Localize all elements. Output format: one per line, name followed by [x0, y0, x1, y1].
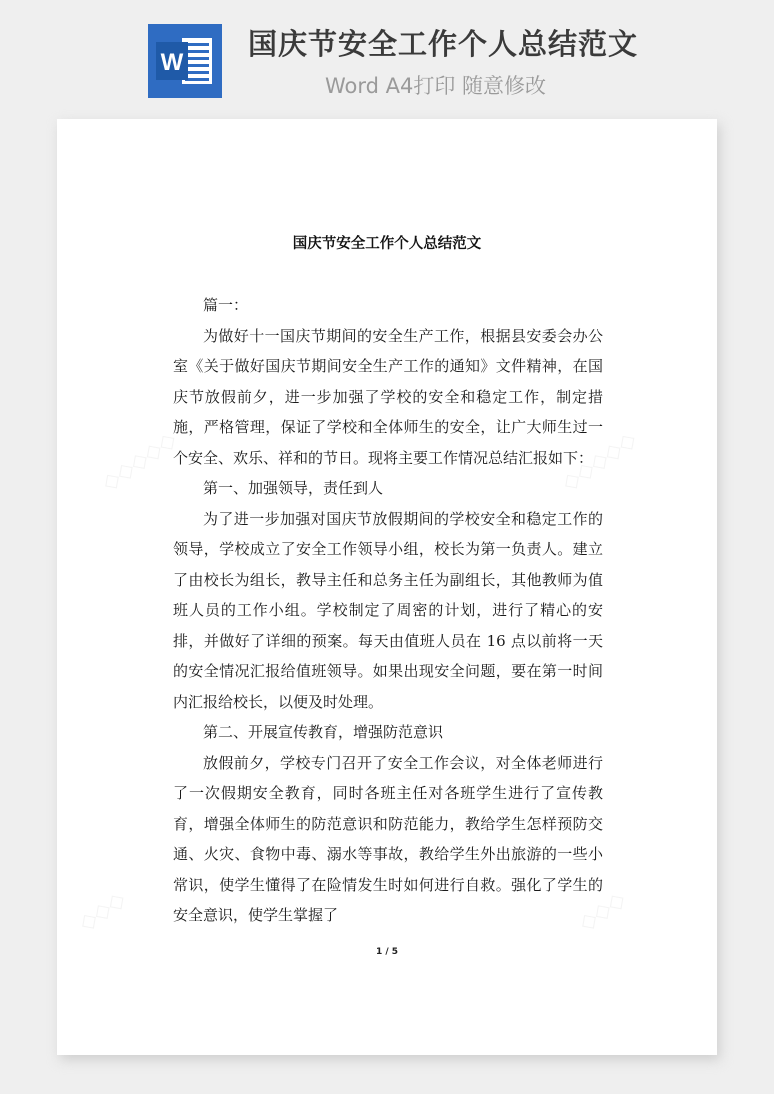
section-heading: 第二、开展宣传教育，增强防范意识: [203, 723, 444, 741]
word-icon: [148, 24, 222, 98]
section-heading: 第一、加强领导，责任到人: [203, 479, 384, 497]
svg-text:W: W: [160, 49, 184, 76]
paragraph: 为做好十一国庆节期间的安全生产工作，根据县安委会办公室《关于做好国庆节期间安全生产工作的通知》文件精神，在国庆节放假前夕，进一步加强了学校的安全和稳定工作，制定措施，严格管理，保证了学校和全体师生的安全，让广大师生过一个安全、欢乐、祥和的节日。现将主要工作情况总结汇报如下：: [173, 326, 603, 467]
header-subtitle: Word A4打印 随意修改: [325, 74, 547, 98]
header: [0, 0, 774, 110]
document-title: 国庆节安全工作个人总结范文: [292, 236, 482, 252]
paragraph: 篇一：: [203, 296, 249, 314]
document-body: [173, 290, 603, 931]
document-page: [57, 119, 717, 1055]
paragraph: 放假前夕，学校专门召开了安全工作会议，对全体老师进行了一次假期安全教育，同时各班主任对各班学生进行了宣传教育，增强全体师生的防范意识和防范能力，教给学生怎样预防交通、火灾、食物中毒、溺水等事故，教给学生外出旅游的一些小常识，使学生懂得了在险情发生时如何进行自救。强化了学生的安全意识，使学生掌握了: [173, 753, 603, 924]
page-number: 1 / 5: [375, 947, 399, 957]
paragraph: 为了进一步加强对国庆节放假期间的学校安全和稳定工作的领导，学校成立了安全工作领导小组，校长为第一负责人。建立了由校长为组长，教导主任和总务主任为副组长，其他教师为值班人员的工作小组。学校制定了周密的计划，进行了精心的安排，并做好了详细的预案。每天由值班人员在 16 点以前将一天的安全情况汇报给值班领导。如果出现安全问题，要在第一时间内汇报给校长，以便及时处理。: [173, 509, 603, 711]
watermark: [74, 887, 130, 937]
watermark: [97, 427, 181, 496]
header-title: 国庆节安全工作个人总结范文: [248, 27, 639, 61]
